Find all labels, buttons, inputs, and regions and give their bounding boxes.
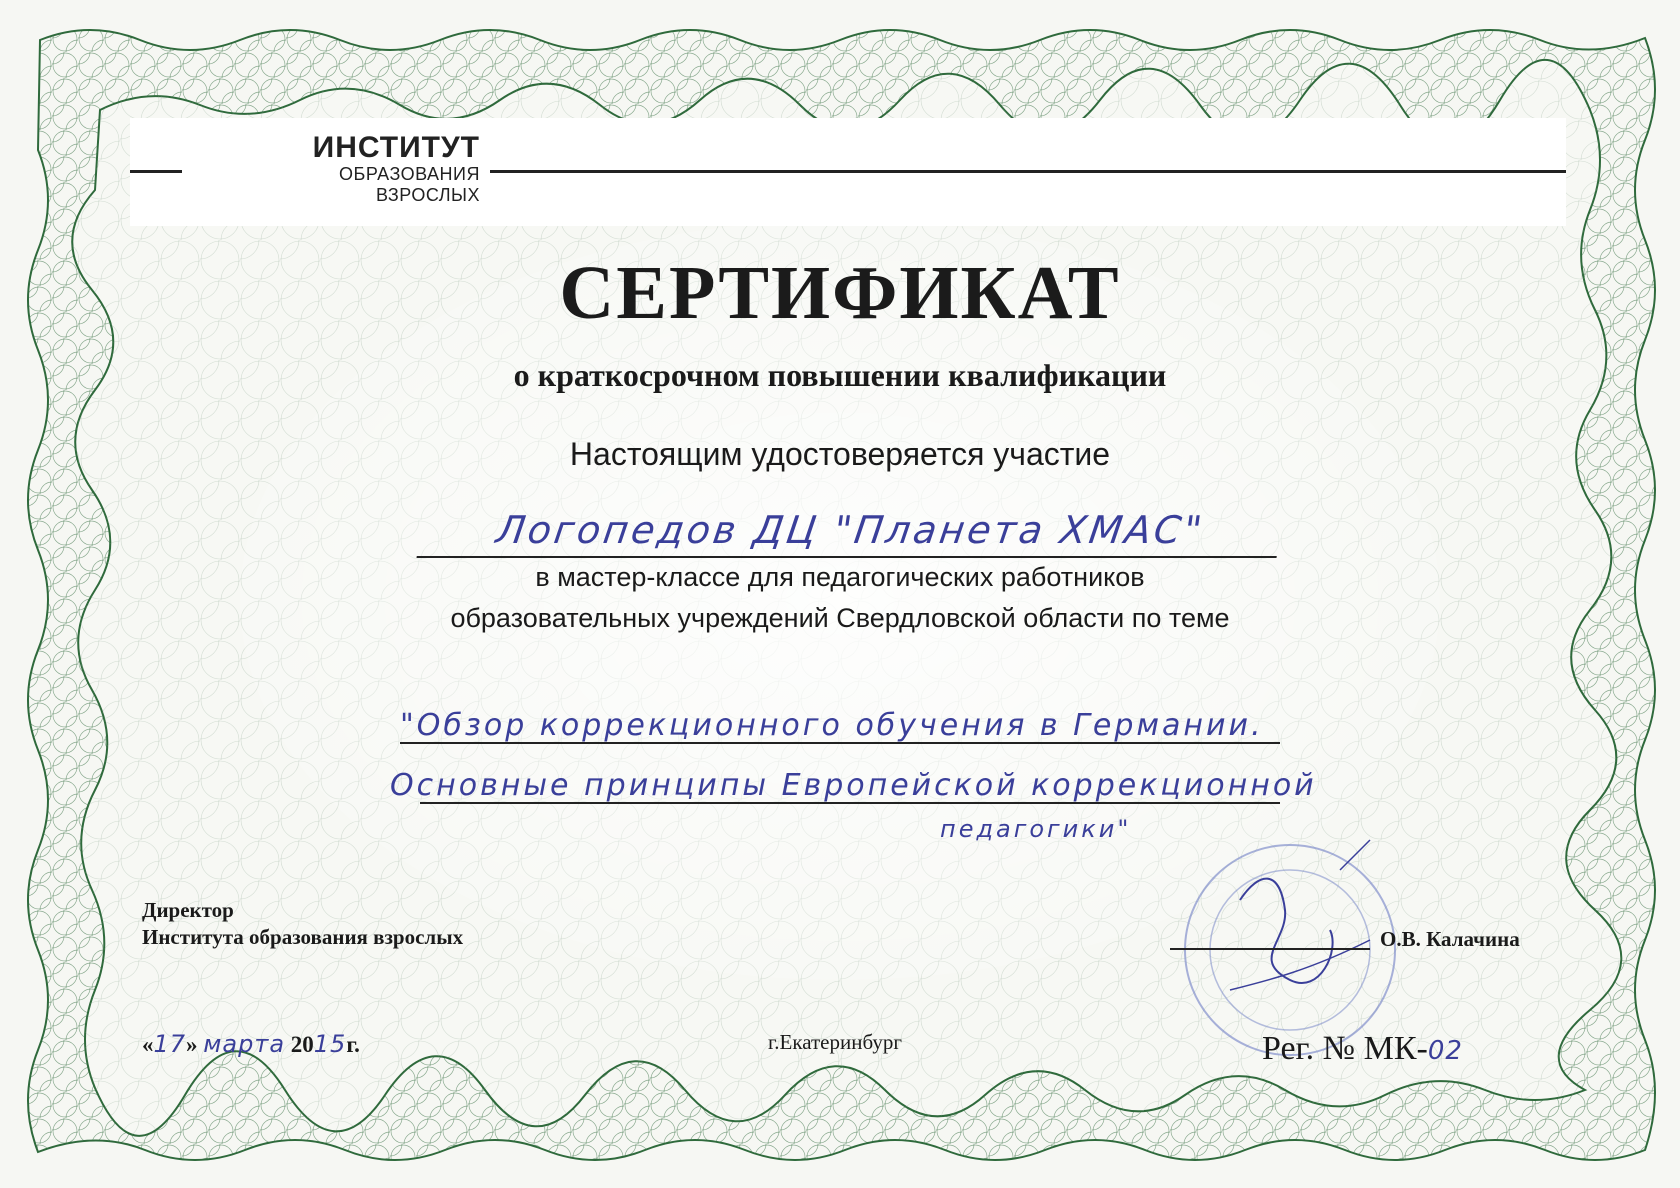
registration-label: Рег. № МК- (1262, 1030, 1428, 1067)
date-day: 17 (153, 1030, 187, 1058)
signature-line (1170, 948, 1370, 950)
event-description-line-1: в мастер-классе для педагогических работников (535, 562, 1145, 592)
date-year-prefix: 20 (290, 1032, 314, 1057)
date-close-quote: » (186, 1032, 198, 1057)
logo-line-3: ВЗРОСЛЫХ (375, 185, 480, 205)
certificate-title: СЕРТИФИКАТ (559, 251, 1121, 335)
date-year-suffix: 15 (313, 1030, 347, 1058)
date-month: марта (203, 1030, 286, 1058)
topic-line-2: Основные принципы Европейской коррекционной (390, 768, 1317, 803)
signer-name: О.В. Калачина (1380, 927, 1520, 951)
issue-date (142, 1030, 360, 1058)
header-rule-left (130, 170, 182, 173)
header-band (130, 118, 1566, 226)
certificate-subtitle: о краткосрочном повышении квалификации (513, 357, 1167, 393)
date-open-quote: « (142, 1032, 154, 1057)
registration-value: 02 (1427, 1036, 1463, 1066)
logo-line-1: ИНСТИТУТ (312, 131, 480, 164)
topic-line-3: педагогики" (940, 815, 1132, 843)
date-year-unit: г. (346, 1032, 360, 1057)
director-institution: Института образования взрослых (142, 925, 464, 949)
topic-line-1: "Обзор коррекционного обучения в Германии. (400, 708, 1264, 743)
event-description-line-2: образовательных учреждений Свердловской области по теме (450, 603, 1230, 633)
certification-intro: Настоящим удостоверяется участие (569, 436, 1111, 472)
registration-number (1262, 1030, 1463, 1068)
logo-line-2: ОБРАЗОВАНИЯ (339, 164, 480, 184)
header-rule-right (490, 170, 1566, 173)
institute-logo (190, 132, 480, 206)
participant-name: Логопедов ДЦ "Планета ХМАС" (416, 508, 1283, 558)
director-title: Директор (142, 898, 234, 922)
issue-city: г.Екатеринбург (768, 1030, 902, 1054)
